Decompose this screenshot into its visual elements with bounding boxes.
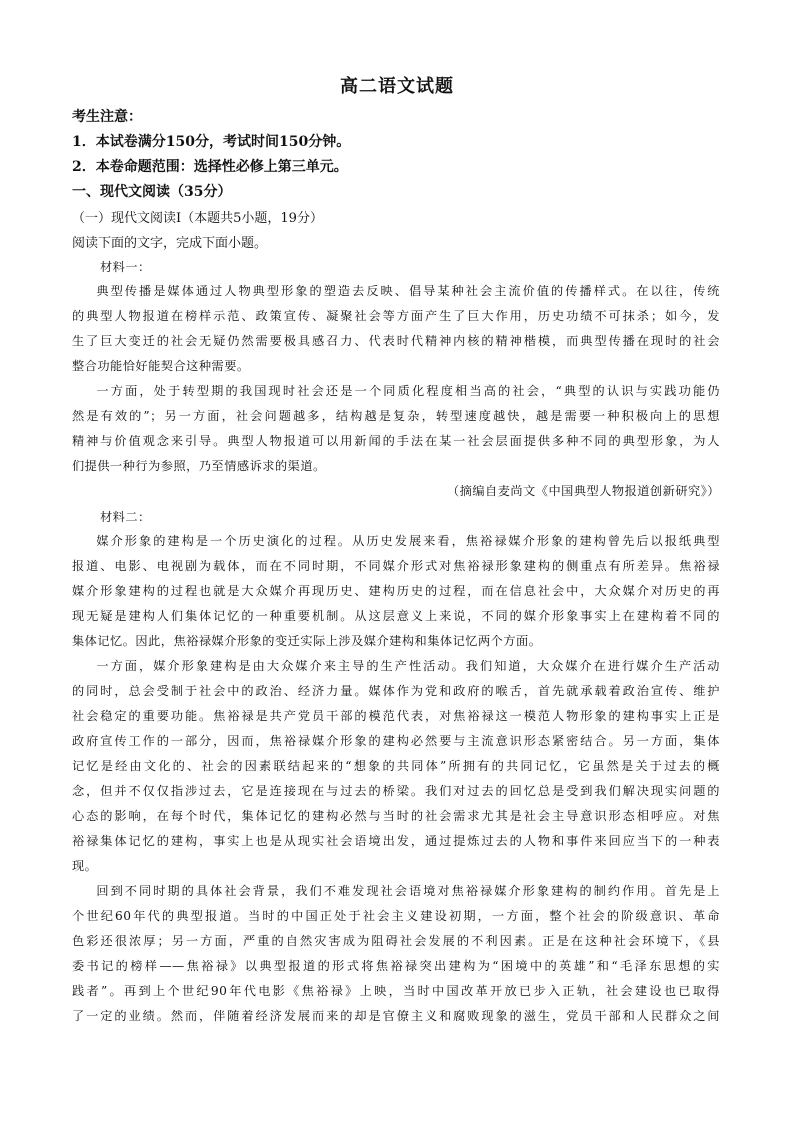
- material-line: 现。: [72, 859, 98, 873]
- material-line: 集体记忆。因此，焦裕禄媒介形象的变迁实际上涉及媒介建构和集体记忆两个方面。: [72, 634, 542, 648]
- material-line: 媒介形象建构的过程也就是大众媒介再现历史、建构历史的过程，而在信息社会中，大众媒介对历史的再: [72, 584, 720, 598]
- material-line: 然是有效的”；另一方面，社会问题越多，结构越是复杂，转型速度越快，越是需要一种积极向上的思想: [72, 409, 720, 423]
- material-line: 践者”。再到上个世纪90年代电影《焦裕禄》上映，当时中国改革开放已步入正轨，社会建设也已取得: [72, 984, 720, 998]
- material-line: 心态的影响，在每个时代，集体记忆的建构必然与当时的社会需求尤其是社会主导意识形态相呼应。对焦: [72, 809, 720, 823]
- material-line: 典型传播是媒体通过人物典型形象的塑造去反映、倡导某种社会主流价值的传播样式。在以往，传统: [96, 284, 720, 298]
- material-line: 的典型人物报道在榜样示范、政策宣传、凝聚社会等方面产生了巨大作用，历史功绩不可抹杀；如今，发: [72, 309, 720, 323]
- material-line: 裕禄集体记忆的建构，事实上也是从现实社会语境出发，通过提炼过去的人物和事件来回应当下的一种表: [72, 834, 720, 848]
- section-heading: 一、现代文阅读（35分）: [72, 184, 232, 200]
- material-line: 精神与价值观念来引导。典型人物报道可以用新闻的手法在某一社会层面提供多种不同的典型形象，为人: [72, 434, 720, 448]
- material-line: 了一定的业绩。然而，伴随着经济发展而来的却是官僚主义和腐败现象的滋生，党员干部和人民群众之间: [72, 1009, 720, 1023]
- material-line: 报道、电影、电视剧为载体，而在不同时期，不同媒介形式对焦裕禄形象建构的侧重点有所差异。焦裕禄: [72, 559, 720, 573]
- reading-instruction: 阅读下面的文字，完成下面小题。: [72, 236, 268, 251]
- material-line: 色彩还很浓厚；另一方面，严重的自然灾害成为阻碍社会发展的不利因素。正是在这种社会环境下，《县: [72, 934, 720, 948]
- material-line: 的同时，总会受制于社会中的政治、经济力量。媒体作为党和政府的喉舌，首先就承载着政治宣传、维护: [72, 684, 720, 698]
- material-line: 现无疑是建构人们集体记忆的一种重要机制。从这层意义上来说，不同的媒介形象事实上在建构着不同的: [72, 609, 720, 623]
- material-line: 整合功能恰好能契合这种需要。: [72, 359, 250, 373]
- material-line: 生了巨大变迁的社会无疑仍然需要极具感召力、代表时代精神内核的精神楷模，而典型传播在现时的社会: [72, 334, 720, 348]
- material-line: 政府宣传工作的一部分，因而，焦裕禄媒介形象的建构必然要与主流意识形态紧密结合。另一方面，集体: [72, 734, 720, 748]
- material-line: 回到不同时期的具体社会背景，我们不难发现社会语境对焦裕禄媒介形象建构的制约作用。首先是上: [96, 884, 720, 898]
- notice-item: 2．本卷命题范围：选择性必修上第三单元。: [72, 159, 348, 175]
- section-sub-heading: （一）现代文阅读Ⅰ（本题共5小题，19分）: [72, 211, 323, 226]
- material-line: 委书记的榜样——焦裕禄》以典型报道的形式将焦裕禄突出建构为“困境中的英雄”和“毛泽东思想的实: [72, 959, 720, 973]
- material-label: 材料二：: [100, 510, 151, 524]
- material-source: （摘编自麦尚文《中国典型人物报道创新研究》）: [446, 484, 720, 498]
- material-line: 们提供一种行为参照，乃至情感诉求的渠道。: [72, 459, 326, 473]
- material-line: 一方面，处于转型期的我国现时社会还是一个同质化程度相当高的社会，“典型的认识与实践功能仍: [96, 384, 720, 398]
- material-label: 材料一：: [100, 260, 151, 274]
- notice-heading: 考生注意：: [72, 109, 142, 125]
- material-line: 个世纪60年代的典型报道。当时的中国正处于社会主义建设初期，一方面，整个社会的阶级意识、革命: [72, 909, 720, 923]
- material-line: 一方面，媒介形象建构是由大众媒介来主导的生产性活动。我们知道，大众媒介在进行媒介生产活动: [96, 659, 720, 673]
- notice-item: 1．本试卷满分150分，考试时间150分钟。: [72, 134, 351, 150]
- material-line: 媒介形象的建构是一个历史演化的过程。从历史发展来看，焦裕禄媒介形象的建构曾先后以报纸典型: [96, 534, 720, 548]
- material-line: 记忆是经由文化的、社会的因素联结起来的“想象的共同体”所拥有的共同记忆，它虽然是关于过去的概: [72, 759, 720, 773]
- material-line: 念，但并不仅仅指涉过去，它是连接现在与过去的桥梁。我们对过去的回忆总是受到我们解决现实问题的: [72, 784, 720, 798]
- material-line: 社会稳定的重要功能。焦裕禄是共产党员干部的模范代表，对焦裕禄这一模范人物形象的建构事实上正是: [72, 709, 720, 723]
- page-title: 高二语文试题: [340, 76, 454, 97]
